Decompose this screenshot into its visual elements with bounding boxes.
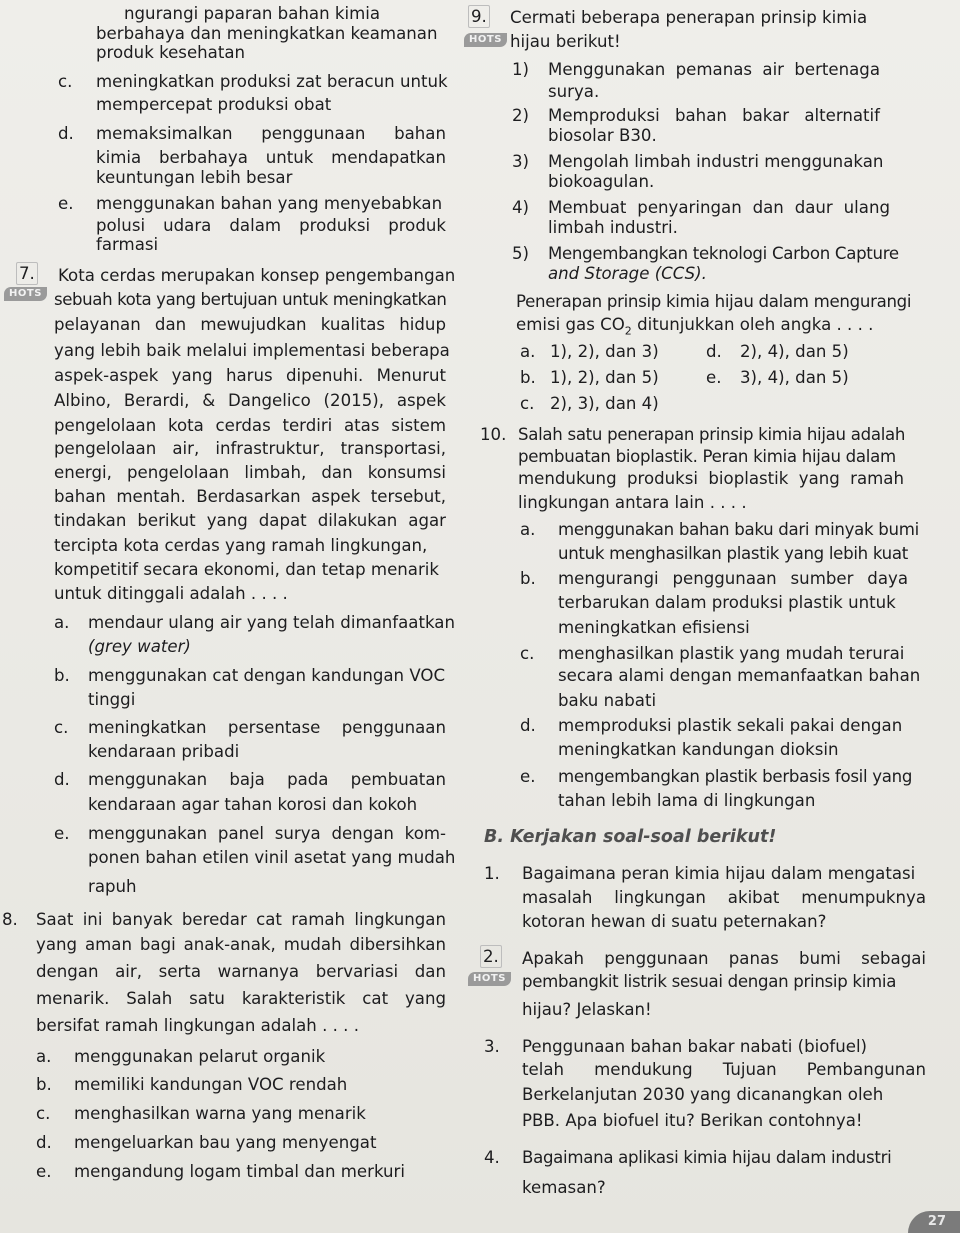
option-text: baku nabati — [558, 691, 657, 710]
essay-2-number: 2. — [480, 945, 502, 968]
question-9-stem: Penerapan prinsip kimia hijau dalam mengurangi — [516, 292, 912, 311]
item-text: biokoagulan. — [548, 172, 655, 191]
question-10-text: mendukung produksi bioplastik yang ramah — [518, 469, 904, 488]
essay-1-number: 1. — [484, 864, 500, 883]
essay-3-text: telah mendukung Tujuan Pembangunan — [522, 1060, 926, 1079]
option-label: c. — [36, 1104, 51, 1123]
option-text: secara alami dengan memanfaatkan bahan — [558, 666, 921, 685]
option-text: 2), 4), dan 5) — [740, 342, 849, 361]
item-text: Memproduksi bahan bakar alternatif — [548, 106, 880, 125]
option-text: menggunakan cat dengan kandungan VOC — [88, 666, 446, 685]
question-9-text: hijau berikut! — [510, 32, 621, 51]
option-text: mempercepat produksi obat — [96, 95, 332, 114]
option-label: e. — [520, 767, 536, 786]
option-text: terbarukan dalam produksi plastik untuk — [558, 593, 896, 612]
option-text: memiliki kandungan VOC rendah — [74, 1075, 348, 1094]
item-label: 2) — [512, 106, 530, 125]
question-7-text: tindakan berikut yang dapat dilakukan agar — [54, 511, 446, 530]
option-text: tahan lebih lama di lingkungan — [558, 791, 816, 810]
option-text: meningkatkan persentase penggunaan — [88, 718, 446, 737]
subscript: 2 — [624, 324, 632, 338]
question-10-number: 10. — [480, 425, 507, 444]
option-label: e. — [36, 1162, 52, 1181]
item-text: biosolar B30. — [548, 126, 657, 145]
question-7-text: bahan mentah. Berdasarkan aspek tersebut, — [54, 487, 446, 506]
option-text: meningkatkan efisiensi — [558, 618, 750, 637]
option-text: untuk menghasilkan plastik yang lebih kuat — [558, 544, 908, 563]
option-text: menggunakan pelarut organik — [74, 1047, 326, 1066]
option-label: a. — [520, 520, 536, 539]
question-7-text: sebuah kota yang bertujuan untuk meningkatkan — [54, 290, 447, 309]
option-text: meningkatkan kandungan dioksin — [558, 740, 839, 759]
question-9-stem — [516, 313, 873, 337]
option-text: 1), 2), dan 5) — [550, 368, 659, 387]
page-number-tab — [908, 1211, 960, 1233]
essay-3-text: Berkelanjutan 2030 yang dicanangkan oleh — [522, 1085, 884, 1104]
question-7-text: pelayanan dan mewujudkan kualitas hidup — [54, 315, 446, 334]
option-label: b. — [520, 368, 536, 387]
question-8-text: yang aman bagi anak-anak, mudah dibersihkan — [36, 935, 446, 954]
essay-1-text: masalah lingkungan akibat menumpuknya — [522, 888, 926, 907]
option-label: d. — [520, 716, 536, 735]
question-7-text: pengelolaan kota cerdas terdiri atas sistem — [54, 416, 446, 435]
essay-2-text: hijau? Jelaskan! — [522, 1000, 652, 1019]
option-text: mengurangi penggunaan sumber daya — [558, 569, 908, 588]
option-text: menggunakan baja pada pembuatan — [88, 770, 446, 789]
question-8-text: bersifat ramah lingkungan adalah . . . . — [36, 1016, 359, 1035]
question-7-number: 7. — [16, 262, 38, 285]
question-8-text: dengan air, serta warnanya bervariasi dan — [36, 962, 446, 981]
option-text: kendaraan pribadi — [88, 742, 240, 761]
option-label: b. — [520, 569, 536, 588]
fragment-line: produk kesehatan — [96, 43, 246, 62]
item-text: Menggunakan pemanas air bertenaga — [548, 60, 880, 79]
essay-2-text: Apakah penggunaan panas bumi sebagai — [522, 949, 926, 968]
item-label: 1) — [512, 60, 530, 79]
hots-badge: HOTS — [464, 33, 507, 47]
option-text: tinggi — [88, 690, 136, 709]
option-text: mengembangkan plastik berbasis fosil yang — [558, 767, 913, 786]
option-label: c. — [520, 644, 535, 663]
hots-badge: HOTS — [4, 287, 47, 301]
essay-3-text: PBB. Apa biofuel itu? Berikan contohnya! — [522, 1111, 863, 1130]
question-9-text: Cermati beberapa penerapan prinsip kimia — [510, 8, 868, 27]
option-text: keuntungan lebih besar — [96, 168, 293, 187]
option-label: b. — [36, 1075, 52, 1094]
fragment-line: ngurangi paparan bahan kimia — [124, 4, 381, 23]
item-label: 4) — [512, 198, 530, 217]
option-text: memproduksi plastik sekali pakai dengan — [558, 716, 903, 735]
option-text: farmasi — [96, 235, 159, 254]
essay-4-text: kemasan? — [522, 1178, 606, 1197]
option-label: c. — [520, 394, 535, 413]
question-10-text: lingkungan antara lain . . . . — [518, 493, 747, 512]
question-7-text: aspek-aspek yang harus dipenuhi. Menurut — [54, 366, 446, 385]
stem-text: emisi gas CO — [516, 315, 625, 334]
option-text: menggunakan panel surya dengan kom- — [88, 824, 446, 843]
option-text: menghasilkan warna yang menarik — [74, 1104, 366, 1123]
essay-4-number: 4. — [484, 1148, 500, 1167]
option-text: mendaur ulang air yang telah dimanfaatkan — [88, 613, 455, 632]
option-label: c. — [54, 718, 69, 737]
option-text: polusi udara dalam produksi produk — [96, 216, 446, 235]
option-text: mengandung logam timbal dan merkuri — [74, 1162, 405, 1181]
question-7-text: Kota cerdas merupakan konsep pengembangan — [58, 266, 456, 285]
option-text: ponen bahan etilen vinil asetat yang mudah — [88, 848, 456, 867]
option-text: menggunakan bahan yang menyebabkan — [96, 194, 443, 213]
option-text: menggunakan bahan baku dari minyak bumi — [558, 520, 919, 539]
hots-badge: HOTS — [468, 972, 511, 986]
option-text-italic: (grey water) — [88, 637, 191, 656]
question-10-text: Salah satu penerapan prinsip kimia hijau adalah — [518, 425, 906, 444]
option-text: kimia berbahaya untuk mendapatkan — [96, 148, 446, 167]
item-text: limbah industri. — [548, 218, 678, 237]
question-8-text: menarik. Salah satu karakteristik cat yang — [36, 989, 446, 1008]
option-label: d. — [36, 1133, 52, 1152]
question-7-text: Albino, Berardi, & Dangelico (2015), aspek — [54, 391, 446, 410]
essay-3-number: 3. — [484, 1037, 500, 1056]
option-text: 2), 3), dan 4) — [550, 394, 659, 413]
option-text: memaksimalkan penggunaan bahan — [96, 124, 446, 143]
option-label: e. — [54, 824, 70, 843]
question-7-text: yang lebih baik melalui implementasi beberapa — [54, 341, 450, 360]
item-label: 5) — [512, 244, 530, 263]
option-text: meningkatkan produksi zat beracun untuk — [96, 72, 448, 91]
stem-text: ditunjukkan oleh angka . . . . — [631, 315, 874, 334]
page-number: 27 — [927, 1214, 946, 1229]
question-7-text: untuk ditinggali adalah . . . . — [54, 584, 288, 603]
essay-4-text: Bagaimana aplikasi kimia hijau dalam industri — [522, 1148, 892, 1167]
item-label: 3) — [512, 152, 530, 171]
option-label: d. — [54, 770, 70, 789]
option-label: a. — [520, 342, 536, 361]
option-label: b. — [54, 666, 70, 685]
item-text: Mengolah limbah industri menggunakan — [548, 152, 884, 171]
fragment-line: berbahaya dan meningkatkan keamanan — [96, 24, 438, 43]
option-label: e. — [58, 194, 74, 213]
option-label: a. — [36, 1047, 52, 1066]
option-label: c. — [58, 72, 73, 91]
option-label: d. — [58, 124, 74, 143]
option-text: 1), 2), dan 3) — [550, 342, 659, 361]
option-label: d. — [706, 342, 722, 361]
item-text: and Storage (CCS). — [548, 264, 707, 283]
question-7-text: pengelolaan air, infrastruktur, transportasi, — [54, 439, 446, 458]
question-8-number: 8. — [2, 910, 18, 929]
option-text: mengeluarkan bau yang menyengat — [74, 1133, 377, 1152]
item-text: Membuat penyaringan dan daur ulang — [548, 198, 890, 217]
option-label: e. — [706, 368, 722, 387]
option-text: kendaraan agar tahan korosi dan kokoh — [88, 795, 418, 814]
essay-2-text: pembangkit listrik sesuai dengan prinsip kimia — [522, 972, 897, 991]
option-label: a. — [54, 613, 70, 632]
question-7-text: energi, pengelolaan limbah, dan konsumsi — [54, 463, 446, 482]
question-10-text: pembuatan bioplastik. Peran kimia hijau dalam — [518, 447, 896, 466]
essay-1-text: Bagaimana peran kimia hijau dalam mengatasi — [522, 864, 916, 883]
section-b-heading: B. Kerjakan soal-soal berikut! — [484, 827, 777, 847]
question-8-text: Saat ini banyak beredar cat ramah lingkungan — [36, 910, 446, 929]
essay-1-text: kotoran hewan di suatu peternakan? — [522, 912, 827, 931]
question-7-text: kompetitif secara ekonomi, dan tetap menarik — [54, 560, 440, 579]
item-text: surya. — [548, 82, 600, 101]
question-9-number: 9. — [468, 5, 490, 28]
option-text: rapuh — [88, 877, 137, 896]
item-text: Mengembangkan teknologi Carbon Capture — [548, 244, 899, 263]
option-text: menghasilkan plastik yang mudah terurai — [558, 644, 905, 663]
option-text: 3), 4), dan 5) — [740, 368, 849, 387]
essay-3-text: Penggunaan bahan bakar nabati (biofuel) — [522, 1037, 868, 1056]
question-7-text: tercipta kota cerdas yang ramah lingkungan, — [54, 536, 428, 555]
